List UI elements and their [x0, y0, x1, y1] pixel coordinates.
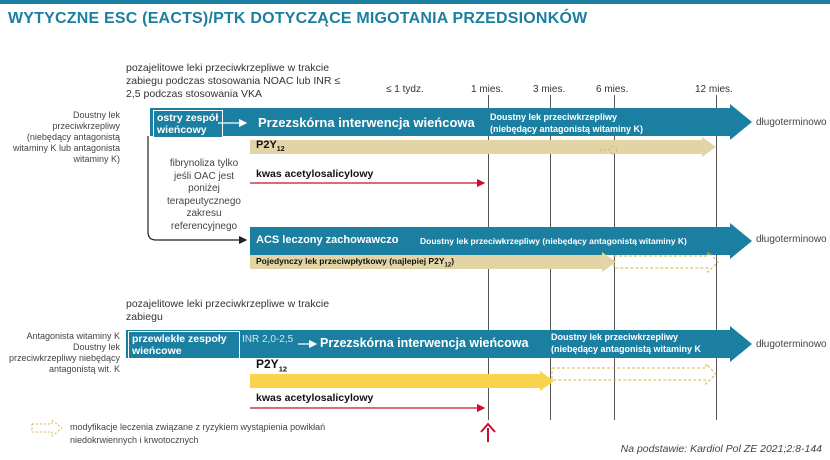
section1-left-label: Doustny lek przeciwkrzepliwy (niebędący antagonistą witaminy K lub antagonista witaminy K) [12, 110, 120, 164]
section1-end-label: długoterminowo [756, 117, 827, 128]
tick-12-months: 12 mies. [695, 84, 733, 95]
legend-text: modyfikacje leczenia związane z ryzykiem wystąpienia powikłań niedokrwiennych i krwotocznych [70, 422, 326, 445]
section3-end-label: długoterminowo [756, 339, 827, 350]
section3-note: pozajelitowe leki przeciwkrzepliwe w trakcie zabiegu [126, 298, 330, 323]
section2-dashed-extension [614, 252, 718, 272]
section3-p2y12-label: $P2Y_{12}$ [256, 357, 288, 374]
section3-dashed-extension [552, 364, 716, 384]
legend-dashed-arrow-icon [32, 420, 62, 436]
section2-oral-anticoag-label: Doustny lek przeciwkrzepliwy (niebędący antagonistą witaminy K) [420, 236, 687, 246]
section3-inr-label: INR 2,0-2,5 [242, 334, 294, 345]
section3-left-label: Antagonista witaminy K Doustny lek przeciwkrzepliwy niebędący antagonistą wit. K [8, 331, 120, 374]
section1-p2y12-dashed [600, 145, 618, 155]
tick-3-months: 3 mies. [533, 84, 566, 95]
section1-note: pozajelitowe leki przeciwkrzepliwe w trakcie zabiegu podczas stosowania NOAC lub INR ≤ 2,5 podczas stosowania VKA [126, 62, 341, 100]
section2-acs-label: ACS leczony zachowawczo [256, 234, 399, 246]
acute-coronary-syndrome-box: ostry zespół wieńcowy [153, 110, 223, 138]
section2-antiplatelet-label: Pojedynczy lek przeciwpłytkowy (najlepiej $P2Y_{12}$) [256, 256, 455, 269]
section3-pci-label: Przezskórna interwencja wieńcowa [320, 336, 529, 350]
one-month-marker-icon [481, 424, 495, 442]
section2-end-label: długoterminowo [756, 234, 827, 245]
tick-6-months: 6 mies. [596, 84, 629, 95]
section1-oral-anticoag-label: Doustny lek przeciwkrzepliwy (niebędący antagonistą witaminy K) [490, 112, 644, 134]
tick-1-month: 1 mies. [471, 84, 504, 95]
section3-oral-anticoag-label: Doustny lek przeciwkrzepliwy (niebędący antagonistą witaminy K [551, 332, 702, 354]
section1-asa-label: kwas acetylosalicylowy [256, 168, 374, 180]
page-title: WYTYCZNE ESC (EACTS)/PTK DOTYCZĄCE MIGOTANIA PRZEDSIONKÓW [8, 10, 588, 27]
section3-asa-label: kwas acetylosalicylowy [256, 392, 374, 404]
chronic-coronary-syndrome-box: przewlekłe zespoły wieńcowe [128, 331, 240, 359]
tick-1-week: ≤ 1 tydz. [386, 84, 424, 95]
source-citation: Na podstawie: Kardiol Pol ZE 2021;2:8-144 [620, 443, 822, 455]
conservative-connector [148, 136, 246, 240]
section1-pci-label: Przezskórna interwencja wieńcowa [258, 115, 475, 130]
section1-p2y12-label: $P2Y_{12}$ [256, 139, 285, 154]
fibrinolysis-note: fibrynoliza tylko jeśli OAC jest poniżej terapeutycznego zakresu referencyjnego [167, 158, 241, 232]
